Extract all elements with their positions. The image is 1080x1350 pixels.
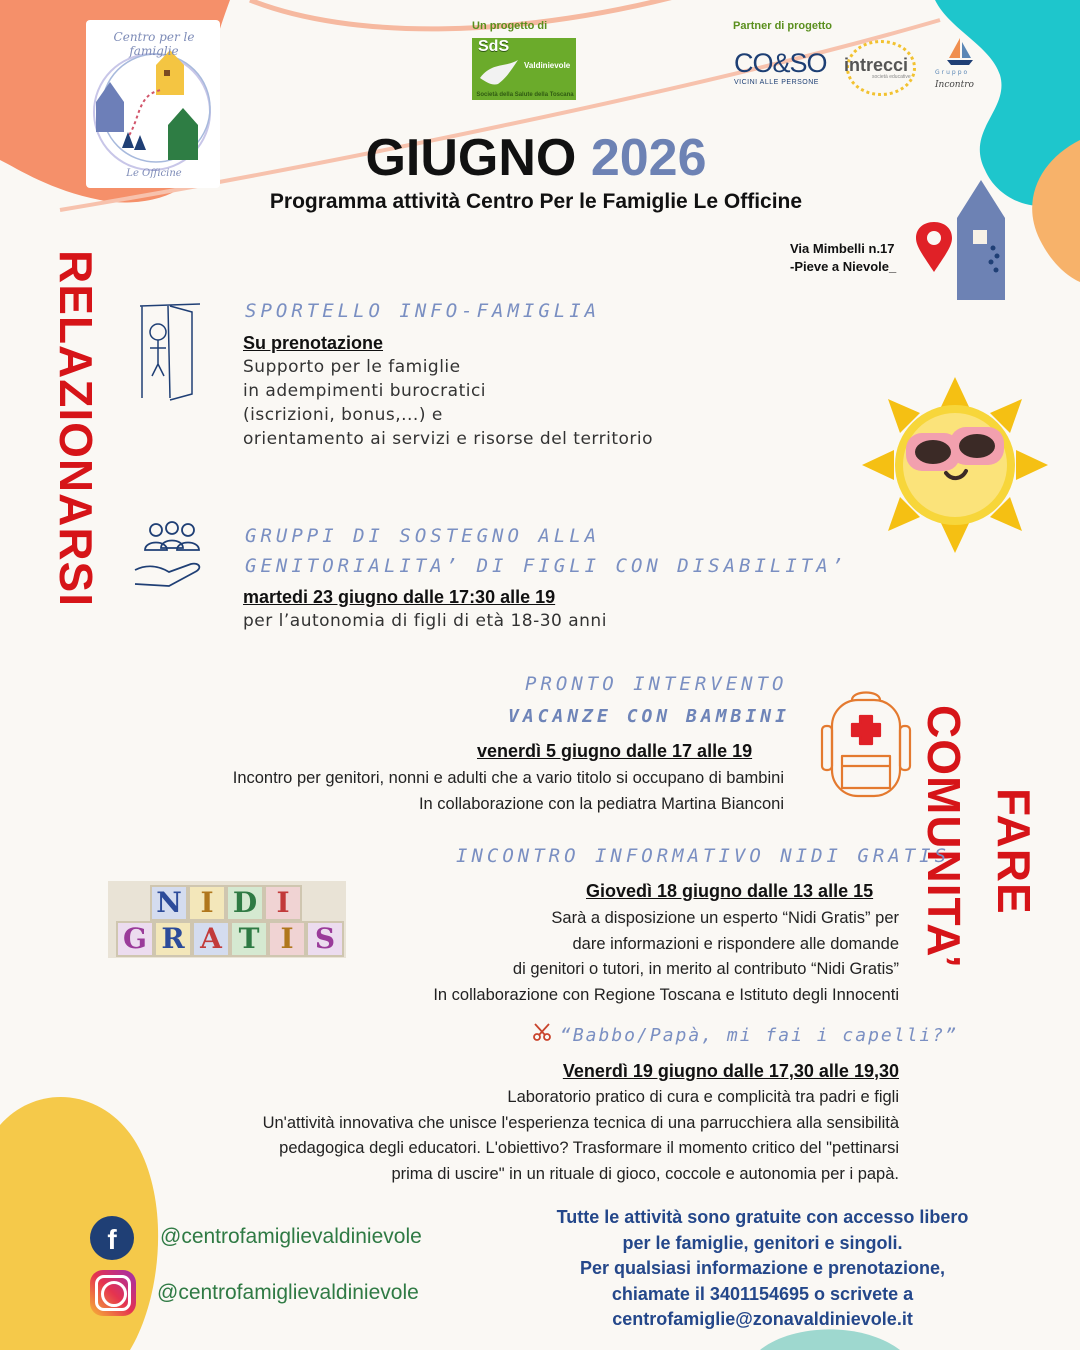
nidi-block: D [226, 885, 264, 921]
gruppo-logo-label: Gruppo [935, 69, 970, 76]
pronto-line: In collaborazione con la pediatra Martina Bianconi [418, 794, 784, 813]
side-title-fare: FARE [988, 788, 1040, 915]
house-icon [955, 178, 1007, 302]
instagram-handle[interactable]: @centrofamiglievaldinievole [157, 1281, 419, 1304]
pronto-description [233, 766, 784, 817]
coso-logo-subtitle: VICINI ALLE PERSONE [734, 79, 819, 86]
intrecci-logo-subtitle: società educative [872, 74, 911, 80]
gruppo-logo-name: Incontro [935, 80, 974, 90]
sun-with-sunglasses-icon [862, 377, 1048, 553]
gruppi-description: per l’autonomia di figli di età 18-30 anni [243, 611, 607, 631]
nidi-line: In collaborazione con Regione Toscana e Istituto degli Innocenti [433, 985, 899, 1004]
nidi-title: INCONTRO INFORMATIVO NIDI GRATIS [456, 845, 951, 867]
gruppi-date: martedi 23 giugno dalle 17:30 alle 19 [243, 587, 556, 607]
facebook-icon[interactable]: f [90, 1216, 134, 1260]
page-subtitle: Programma attività Centro Per le Famiglie Le Officine [269, 190, 803, 213]
title-month: GIUGNO [365, 129, 577, 187]
nidi-block: S [306, 921, 344, 957]
door-person-icon [136, 302, 204, 402]
coso-logo: CO&SO [734, 48, 827, 78]
sds-logo-subtitle: Società della Salute della Toscana [476, 92, 574, 98]
nidi-line: dare informazioni e rispondere alle domande [572, 934, 899, 953]
sportello-line: in adempimenti burocratici [243, 381, 487, 401]
bird-icon [478, 58, 522, 90]
side-title-relazionarsi: RELAZIONARSI [50, 250, 102, 607]
first-aid-backpack-icon [818, 686, 914, 804]
babbo-line: pedagogica degli educatori. L'obiettivo? Trasformare il momento critico del "pettinarsi [279, 1139, 899, 1157]
nidi-block: G [116, 921, 154, 957]
support-hand-group-icon [133, 520, 211, 592]
address-line-1: Via Mimbelli n.17 [790, 241, 895, 256]
gruppi-title-line-2: GENITORIALITA’ DI FIGLI CON DISABILITA’ [245, 555, 848, 577]
gruppi-title-line-1: GRUPPI DI SOSTEGNO ALLA [245, 525, 601, 547]
address [790, 240, 896, 276]
footer-info [510, 1205, 1015, 1333]
nidi-block: T [230, 921, 268, 957]
nidi-block: N [150, 885, 188, 921]
babbo-date: Venerdì 19 giugno dalle 17,30 alle 19,30 [562, 1061, 899, 1081]
babbo-line: prima di uscire" in un rituale di gioco, coccole e autonomia per i papà. [391, 1164, 899, 1183]
side-title-comunita: COMUNITA’ [918, 705, 970, 969]
project-label: Un progetto di [472, 20, 548, 32]
pronto-line: Incontro per genitori, nonni e adulti che a vario titolo si occupano di bambini [232, 769, 784, 787]
nidi-description [433, 906, 899, 1008]
sportello-line: Supporto per le famiglie [243, 357, 461, 377]
nidi-block: I [268, 921, 306, 957]
footer-line: Per qualsiasi informazione e prenotazione, [579, 1258, 946, 1278]
logo-caption-top: Centro per le famiglie [113, 30, 195, 58]
nidi-block: I [264, 885, 302, 921]
sportello-line: (iscrizioni, bonus,...) e [243, 405, 443, 425]
footer-line: per le famiglie, genitori e singoli. [622, 1232, 903, 1253]
sportello-line: orientamento ai servizi e risorse del territorio [243, 429, 654, 449]
footer-line: Tutte le attività sono gratuite con accesso libero [556, 1207, 969, 1227]
sportello-description [243, 355, 653, 451]
sportello-highlight: Su prenotazione [243, 333, 384, 353]
facebook-handle[interactable]: @centrofamiglievaldinievole [160, 1225, 422, 1248]
sportello-title: SPORTELLO INFO-FAMIGLIA [245, 300, 601, 322]
page-title [0, 128, 1072, 188]
nidi-block: A [192, 921, 230, 957]
partners-label: Partner di progetto [733, 20, 833, 32]
title-year: 2026 [590, 129, 707, 187]
pronto-title-line-2: VACANZE CON BAMBINI [508, 706, 790, 727]
footer-email[interactable]: centrofamiglie@zonavaldinievole.it [612, 1309, 913, 1329]
babbo-title: “Babbo/Papà, mi fai i capelli?” [560, 1025, 958, 1046]
address-line-2: -Pieve a Nievole_ [790, 259, 897, 274]
instagram-icon-lens [101, 1281, 127, 1307]
sds-logo-name: Valdinievole [524, 61, 571, 70]
footer-line: chiamate il 3401154695 o scrivete a [611, 1283, 914, 1304]
babbo-description [263, 1085, 899, 1187]
nidi-block: R [154, 921, 192, 957]
nidi-gratis-blocks-image [108, 881, 346, 958]
pronto-title-line-1: PRONTO INTERVENTO [525, 673, 788, 695]
scissors-icon [532, 1022, 552, 1042]
sds-logo-text: SdS [478, 38, 510, 55]
nidi-date: Giovedì 18 giugno dalle 13 alle 15 [586, 881, 874, 901]
sailboat-icon [945, 36, 975, 68]
babbo-line: Un'attività innovativa che unisce l'esperienza tecnica di una parrucchiera alla sensibilità [262, 1113, 899, 1132]
map-pin-icon [914, 220, 954, 274]
babbo-line: Laboratorio pratico di cura e complicità tra padri e figli [507, 1088, 899, 1106]
nidi-line: di genitori o tutori, in merito al contributo “Nidi Gratis” [512, 960, 899, 978]
logo-caption-bottom: Le Officine [126, 168, 182, 179]
nidi-block: I [188, 885, 226, 921]
intrecci-logo: intrecci [844, 55, 909, 75]
pronto-date: venerdì 5 giugno dalle 17 alle 19 [477, 741, 753, 761]
nidi-line: Sarà a disposizione un esperto “Nidi Gratis” per [551, 909, 899, 927]
